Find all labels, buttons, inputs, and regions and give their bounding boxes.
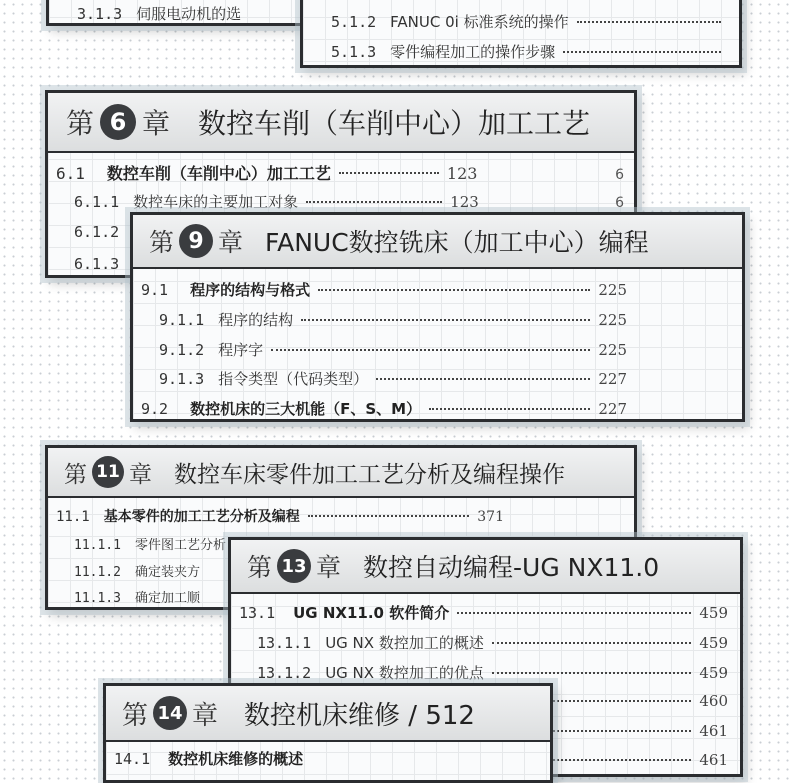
chapter-title: 数控自动编程-UG NX11.0 [363, 553, 660, 582]
chapter-suffix: 章 [192, 700, 219, 731]
toc-entry [114, 748, 550, 769]
entry-title: 程序的结构与格式 [190, 281, 311, 299]
entry-page: 459 [699, 664, 728, 682]
entry-number: 13.1 [239, 604, 276, 622]
toc-entry [159, 309, 627, 330]
entry-page: 123 [446, 164, 478, 183]
toc-entry [159, 339, 627, 360]
entry-number: 11.1.3 [74, 591, 121, 606]
chapter-prefix: 第 [64, 461, 87, 488]
leader-dots [271, 349, 590, 351]
toc-entry [257, 632, 728, 653]
entry-number: 5.1.3 [331, 43, 377, 61]
chapter-title: 数控车削（车削中心）加工工艺 [198, 107, 591, 140]
entry-page: 225 [598, 341, 627, 359]
entry-page: 227 [598, 370, 627, 388]
entry-number: 6.1 [56, 164, 85, 183]
entry-number: 11.1 [56, 509, 90, 525]
chapter-prefix: 第 [247, 553, 273, 582]
toc-entry [257, 662, 728, 683]
entry-title: 确定装夹方 [134, 565, 200, 580]
entry-title: UG NX11.0 软件简介 [293, 604, 450, 622]
leader-dots [306, 201, 442, 203]
entry-overflow: 6 [615, 167, 624, 183]
entry-page: 225 [598, 311, 627, 329]
chapter-header [48, 93, 634, 153]
chapter-header [106, 686, 550, 742]
chapter-number-badge: 13 [277, 549, 311, 583]
chapter-suffix: 章 [142, 107, 171, 140]
leader-dots [301, 319, 590, 321]
toc-entry [141, 398, 627, 419]
chapter-number-badge: 14 [153, 696, 187, 730]
entry-number: 11.1.1 [74, 538, 121, 553]
chapter-prefix: 第 [66, 107, 95, 140]
entry-number: 13.1.2 [257, 664, 312, 682]
entry-page: 225 [598, 281, 627, 299]
entry-title: 数控车削（车削中心）加工工艺 [106, 164, 331, 183]
toc-entry [56, 506, 504, 526]
entry-number: 14.1 [114, 750, 151, 768]
entry-number: 6.1.1 [74, 193, 120, 211]
chapter-title: FANUC数控铣床（加工中心）编程 [265, 228, 649, 257]
leader-dots [492, 672, 692, 674]
toc-entry [141, 279, 627, 300]
entry-number: 9.1.2 [159, 341, 205, 359]
entry-title: 指令类型（代码类型） [218, 370, 369, 388]
chapter-header [48, 448, 634, 498]
chapter-prefix: 第 [149, 228, 175, 257]
chapter-title: 数控车床零件加工工艺分析及编程操作 [174, 461, 565, 488]
toc-entry [159, 368, 627, 389]
entry-title: 零件编程加工的操作步骤 [390, 43, 556, 61]
chapter-header [231, 540, 740, 594]
entry-title: 伺服电动机的选 [136, 5, 242, 23]
entry-page: 123 [450, 193, 479, 211]
chapter-number-badge: 11 [92, 456, 124, 488]
entry-number: 6.1.2 [74, 223, 120, 241]
toc-entry [56, 161, 624, 184]
chapter-number-badge: 6 [100, 104, 136, 140]
toc-card-chapter-5 [300, 0, 742, 68]
entry-page: 461 [699, 722, 728, 740]
entry-number: 11.1.2 [74, 565, 121, 580]
leader-dots [429, 408, 590, 410]
entry-number: 9.1.1 [159, 311, 205, 329]
entry-title: 基本零件的加工工艺分析及编程 [103, 509, 300, 525]
entry-number: 13.1.1 [257, 634, 312, 652]
leader-dots [376, 378, 590, 380]
chapter-title: 数控机床维修 / 512 [244, 700, 475, 731]
entry-number: 5.1.2 [331, 13, 377, 31]
entry-title: 数控机床维修的概述 [168, 750, 304, 768]
entry-title: FANUC 0i 标准系统的操作 [390, 13, 569, 31]
leader-dots [563, 51, 721, 53]
leader-dots [577, 21, 721, 23]
entry-page: 460 [699, 692, 728, 710]
entry-page: 459 [699, 634, 728, 652]
leader-dots [308, 515, 470, 517]
entry-title: 程序字 [218, 341, 264, 359]
toc-card-chapter-14 [103, 683, 553, 783]
entry-number: 9.1 [141, 281, 169, 299]
chapter-prefix: 第 [122, 700, 149, 731]
entry-number: 6.1.3 [74, 255, 120, 273]
entry-title: UG NX 数控加工的优点 [325, 664, 484, 682]
entry-title: 数控机床的三大机能（F、S、M） [190, 400, 422, 418]
entry-title: 程序的结构 [218, 311, 294, 329]
entry-page: 461 [699, 751, 728, 769]
chapter-suffix: 章 [316, 553, 342, 582]
leader-dots [339, 172, 439, 174]
chapter-number-badge: 9 [179, 224, 213, 258]
entry-title: UG NX 数控加工的概述 [325, 634, 484, 652]
entry-number: 9.2 [141, 400, 169, 418]
leader-dots [492, 642, 692, 644]
toc-entry [239, 602, 728, 623]
entry-overflow: 6 [615, 195, 624, 211]
entry-number: 3.1.3 [77, 5, 123, 23]
leader-dots [457, 612, 691, 614]
toc-entry [331, 41, 729, 62]
toc-entry [331, 11, 729, 32]
entry-title: 确定加工顺 [134, 591, 200, 606]
entry-title: 零件图工艺分析 [134, 538, 226, 553]
entry-page: 459 [699, 604, 728, 622]
leader-dots [318, 289, 590, 291]
entry-page: 227 [598, 400, 627, 418]
chapter-suffix: 章 [129, 461, 152, 488]
chapter-suffix: 章 [218, 228, 244, 257]
entry-page: 371 [477, 509, 504, 525]
toc-card-chapter-9 [130, 212, 745, 422]
entry-number: 9.1.3 [159, 370, 205, 388]
chapter-header [133, 215, 742, 269]
toc-entry [74, 191, 624, 212]
entry-title: 数控车床的主要加工对象 [133, 193, 299, 211]
